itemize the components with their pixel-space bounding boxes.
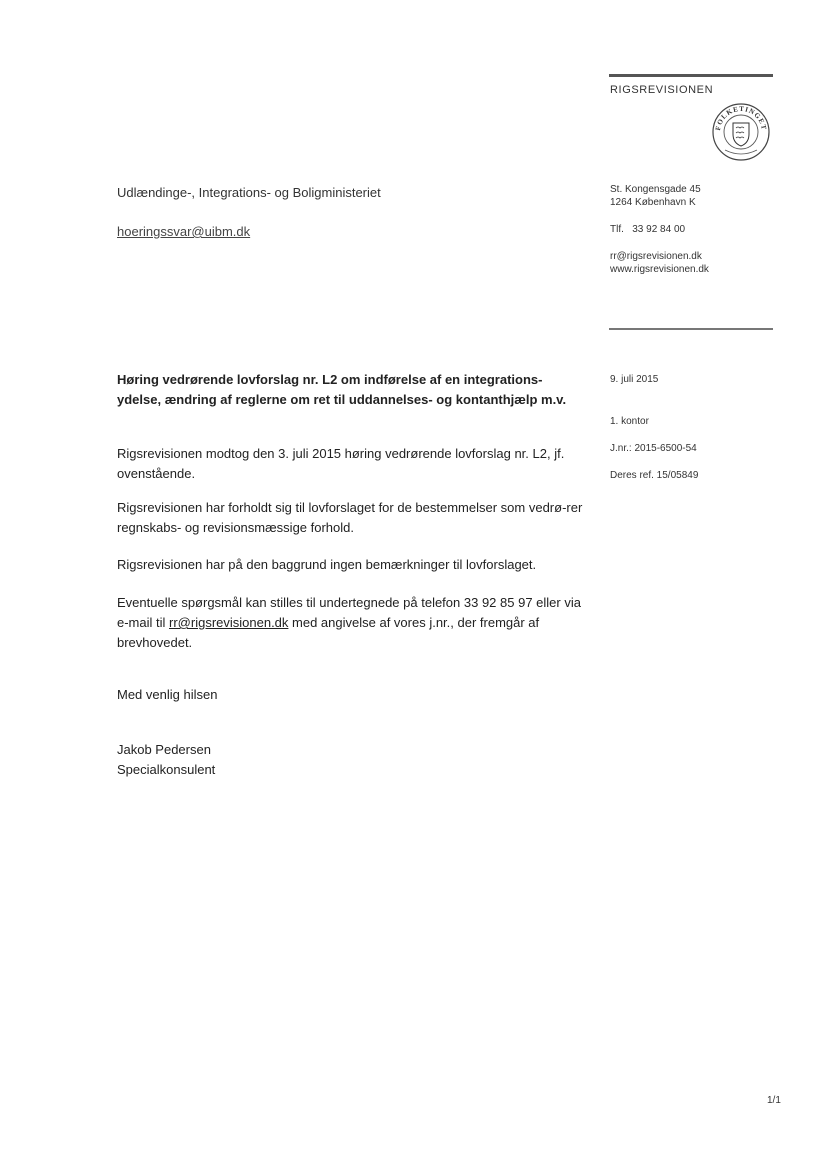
letterhead-rule-top	[609, 74, 773, 77]
sender-phone-row	[610, 223, 685, 236]
letterhead-rule-bottom	[609, 328, 773, 330]
closing-greeting: Med venlig hilsen	[117, 687, 218, 702]
body-paragraph-3: Rigsrevisionen har på den baggrund ingen bemærkninger til lovforslaget.	[117, 557, 537, 572]
signer-title: Specialkonsulent	[117, 762, 216, 777]
contact-email-link[interactable]: rr@rigsrevisionen.dk	[169, 615, 289, 630]
body-paragraph-4	[117, 593, 587, 653]
sender-email[interactable]: rr@rigsrevisionen.dk	[610, 251, 702, 262]
recipient-name: Udlændinge-, Integrations- og Boligministeriet	[117, 185, 381, 200]
sender-street: St. Kongensgade 45	[610, 184, 701, 195]
seal-text: FOLKETINGET	[713, 104, 769, 132]
letter-subject: Høring vedrørende lovforslag nr. L2 om indførelse af en integrations-ydelse, ændring af reglerne om ret til uddannelses- og kontanthjælp m.v.	[117, 372, 567, 407]
their-reference: Deres ref. 15/05849	[610, 470, 699, 481]
sender-phone: 33 92 84 00	[632, 224, 686, 235]
body-paragraph-2: Rigsrevisionen har forholdt sig til lovforslaget for de bestemmelser som vedrø-rer regnskabs- og revisionsmæssige forhold.	[117, 500, 583, 535]
folketinget-seal-icon	[711, 102, 771, 162]
recipient-email[interactable]: hoeringssvar@uibm.dk	[117, 224, 251, 239]
page-number: 1/1	[767, 1095, 781, 1106]
letter-date: 9. juli 2015	[610, 374, 659, 385]
signer-name: Jakob Pedersen	[117, 742, 211, 757]
body-paragraph-4-start: Eventuelle spørgsmål kan stilles til undertegnede på telefon 33 92 85 97 eller via e-mail til	[117, 595, 581, 630]
org-name: RIGSREVISIONEN	[610, 84, 714, 96]
body-paragraph-4-end: med angivelse af vores j.nr., der fremgår af brevhovedet.	[117, 615, 540, 650]
sender-city: 1264 København K	[610, 197, 696, 208]
body-paragraph-1: Rigsrevisionen modtog den 3. juli 2015 høring vedrørende lovforslag nr. L2, jf. ovenstående.	[117, 446, 565, 481]
sender-phone-label: Tlf.	[610, 224, 624, 235]
journal-number: J.nr.: 2015-6500-54	[610, 443, 697, 454]
office-label: 1. kontor	[610, 416, 649, 427]
sender-website[interactable]: www.rigsrevisionen.dk	[610, 264, 709, 275]
